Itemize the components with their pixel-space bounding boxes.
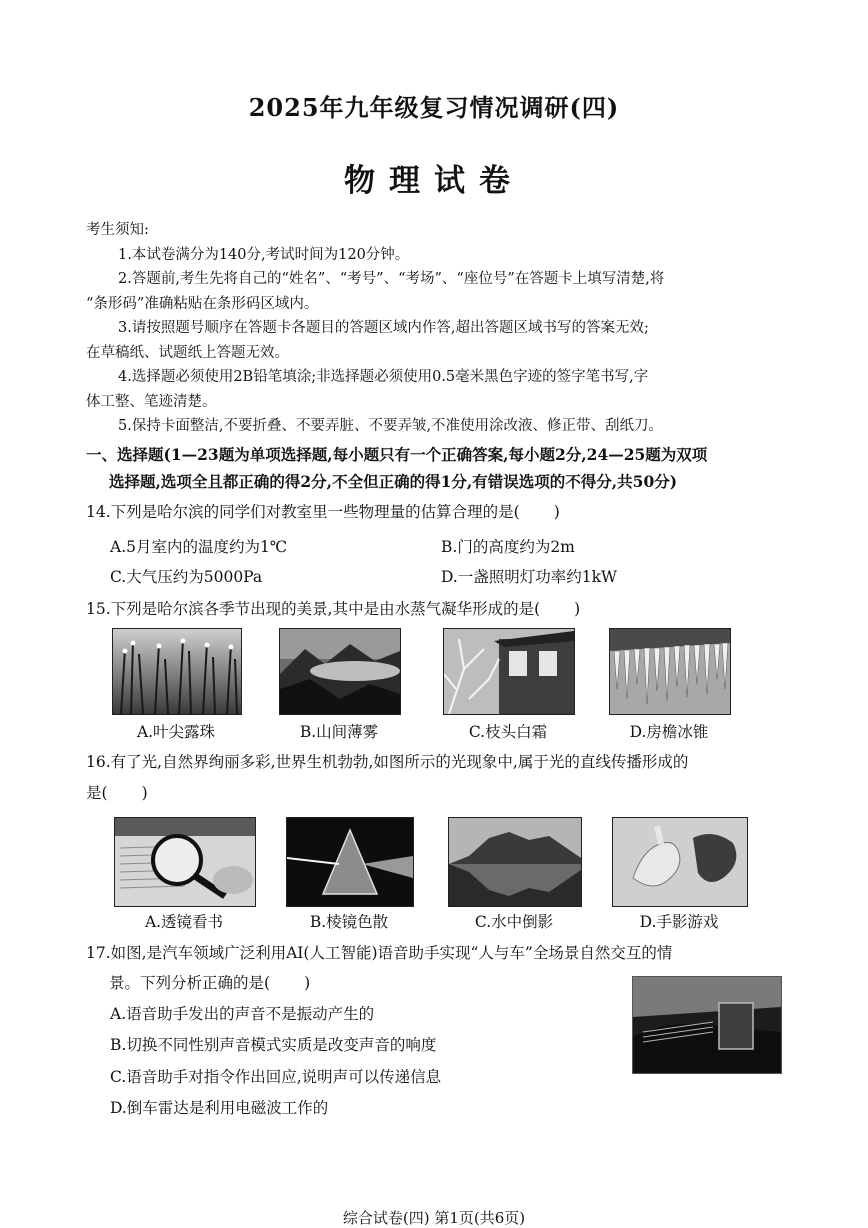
question-14-stem — [86, 500, 560, 524]
notice-item: 体工整、笔迹清楚。 — [86, 393, 217, 410]
question-text: 17.如图,是汽车领域广泛利用AI(人工智能)语音助手实现“人与车”全场景自然交互的情 — [86, 944, 673, 962]
icicle-photo — [609, 628, 731, 715]
q17-option-d: D.倒车雷达是利用电磁波工作的 — [110, 1099, 329, 1117]
q16-caption-a: A.透镜看书 — [144, 913, 224, 931]
magnifier-photo — [114, 817, 256, 907]
q14-option-d: D.一盏照明灯功率约1kW — [441, 568, 617, 586]
question-paren: ) — [553, 503, 560, 521]
mist-photo — [279, 628, 401, 715]
hand-shadow-photo — [612, 817, 748, 907]
car-dashboard-photo — [632, 976, 782, 1074]
question-15-stem — [86, 597, 580, 621]
question-text: 16.有了光,自然界绚丽多彩,世界生机勃勃,如图所示的光现象中,属于光的直线传播形成的 — [86, 753, 689, 771]
notice-item: 5.保持卡面整洁,不要折叠、不要弄脏、不要弄皱,不准使用涂改液、修正带、刮纸刀。 — [118, 418, 664, 434]
question-paren: ) — [141, 784, 148, 802]
frost-photo — [443, 628, 575, 715]
notice-item: 1.本试卷满分为140分,考试时间为120分钟。 — [118, 246, 410, 263]
q16-caption-d: D.手影游戏 — [639, 913, 719, 931]
q17-option-a: A.语音助手发出的声音不是振动产生的 — [110, 1005, 375, 1023]
q14-option-a: A.5月室内的温度约为1℃ — [110, 538, 288, 556]
q15-caption-b: B.山间薄雾 — [299, 723, 379, 741]
section-heading — [86, 441, 786, 495]
q14-option-c: C.大气压约为5000Pa — [110, 568, 263, 586]
question-text: 景。下列分析正确的是( — [109, 974, 271, 992]
subject-title: 物理试卷 — [344, 163, 524, 199]
q15-caption-d: D.房檐冰锥 — [629, 723, 709, 741]
notice-item: “条形码”准确粘贴在条形码区域内。 — [86, 295, 319, 312]
q16-caption-b: B.棱镜色散 — [309, 913, 389, 931]
section-line: 选择题,选项全且都正确的得2分,不全但正确的得1分,有错误选项的不得分,共50分) — [109, 472, 678, 491]
q14-option-b: B.门的高度约为2m — [441, 538, 575, 556]
q15-caption-a: A.叶尖露珠 — [136, 723, 216, 741]
dewdrop-photo — [112, 628, 242, 715]
reflection-photo — [448, 817, 582, 907]
candidate-notice — [86, 218, 786, 439]
notice-item: 2.答题前,考生先将自己的“姓名”、“考号”、“考场”、“座位号”在答题卡上填写清楚,将 — [118, 271, 665, 287]
question-text: 14.下列是哈尔滨的同学们对教室里一些物理量的估算合理的是( — [86, 503, 520, 521]
prism-photo — [286, 817, 414, 907]
question-16-stem — [86, 750, 786, 805]
question-paren: ) — [304, 974, 311, 992]
q17-option-b: B.切换不同性别声音模式实质是改变声音的响度 — [110, 1036, 437, 1054]
q15-caption-c: C.枝头白霜 — [468, 723, 548, 741]
notice-heading: 考生须知: — [86, 222, 149, 238]
q16-caption-c: C.水中倒影 — [474, 913, 554, 931]
q17-option-c: C.语音助手对指令作出回应,说明声可以传递信息 — [110, 1068, 442, 1086]
question-paren: ) — [574, 600, 581, 618]
notice-item: 在草稿纸、试题纸上答题无效。 — [86, 344, 289, 361]
notice-item: 4.选择题必须使用2B铅笔填涂;非选择题必须使用0.5毫米黑色字迹的签字笔书写,字 — [118, 369, 649, 385]
section-line: 一、选择题(1—23题为单项选择题,每小题只有一个正确答案,每小题2分,24—25题为双项 — [86, 445, 708, 464]
question-text: 是( — [86, 784, 108, 802]
notice-item: 3.请按照题号顺序在答题卡各题目的答题区域内作答,超出答题区域书写的答案无效; — [118, 320, 649, 336]
page-footer: 综合试卷(四) 第1页(共6页) — [342, 1209, 526, 1227]
question-text: 15.下列是哈尔滨各季节出现的美景,其中是由水蒸气凝华形成的是( — [86, 600, 541, 618]
exam-title: 2025年九年级复习情况调研(四) — [248, 93, 620, 122]
